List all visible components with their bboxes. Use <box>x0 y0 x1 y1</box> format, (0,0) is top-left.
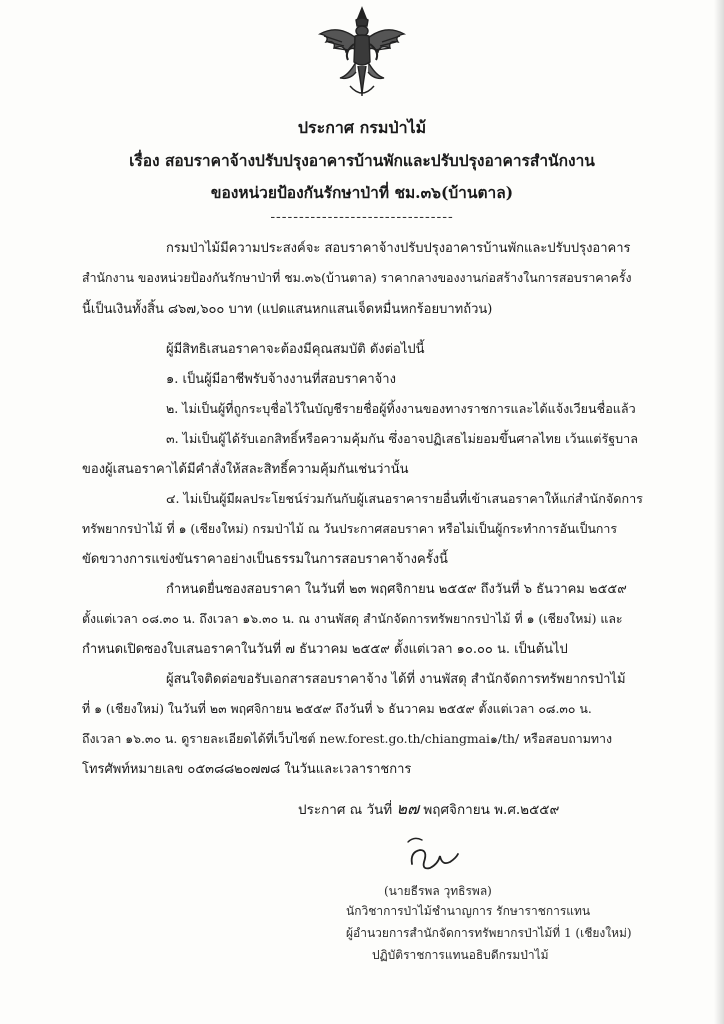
date-prefix: ประกาศ ณ วันที่ <box>298 802 393 818</box>
qualification-heading: ผู้มีสิทธิเสนอราคาจะต้องมีคุณสมบัติ ดังต่อไปนี้ <box>166 342 425 357</box>
website-line: ถึงเวลา ๑๖.๓๐ น. ดูรายละเอียดได้ที่เว็บไซต์ new.forest.go.th/chiangmai๑/th/ หรือสอบถามทาง <box>82 731 613 746</box>
submission-schedule: กำหนดยื่นซองสอบราคา ในวันที่ ๒๓ พฤศจิกายน ๒๕๕๙ ถึงวันที่ ๖ ธันวาคม ๒๕๕๙ <box>166 582 627 597</box>
body-line: สำนักงาน ของหน่วยป้องกันรักษาป่าที่ ชม.๓๖(บ้านตาล) ราคากลางของงานก่อสร้างในการสอบราคาครั้ง <box>82 270 632 285</box>
announcement-title: ประกาศ กรมป่าไม้ <box>297 118 427 137</box>
subject-line-2: ของหน่วยป้องกันรักษาป่าที่ ชม.๓๖(บ้านตาล) <box>210 183 514 202</box>
body-line: ของผู้เสนอราคาได้มีคำสั่งให้สละสิทธิ์ความคุ้มกันเช่นว่านั้น <box>82 462 409 477</box>
body-line: ที่ ๑ (เชียงใหม่) ในวันที่ ๒๓ พฤศจิกายน ๒๕๕๙ ถึงวันที่ ๖ ธันวาคม ๒๕๕๙ ตั้งแต่เวลา ๐๘.๓๐ น. <box>82 701 592 716</box>
body-line: นี้เป็นเงินทั้งสิ้น ๘๖๗,๖๐๐ บาท (แปดแสนหกแสนเจ็ดหมื่นหกร้อยบาทถ้วน) <box>82 302 493 317</box>
qualification-item: ๓. ไม่เป็นผู้ได้รับเอกสิทธิ์หรือความคุ้มกัน ซึ่งอาจปฏิเสธไม่ยอมขึ้นศาลไทย เว้นแต่รัฐบาล <box>166 431 638 446</box>
announcement-date <box>298 797 559 822</box>
signer-position: นักวิชาการป่าไม้ชำนาญการ รักษาราชการแทน <box>346 904 591 918</box>
qualification-item: ๔. ไม่เป็นผู้มีผลประโยชน์ร่วมกันกับผู้เสนอราคารายอื่นที่เข้าเสนอราคาให้แก่สำนักจัดการ <box>166 491 643 506</box>
scan-edge-shadow <box>714 0 724 1024</box>
body-line: ทรัพยากรป่าไม้ ที่ ๑ (เชียงใหม่) กรมป่าไม้ ณ วันประกาศสอบราคา หรือไม่เป็นผู้กระทำการอันเป็นการ <box>82 521 618 536</box>
signer-name: (นายธีรพล วุทธิรพล) <box>384 884 492 898</box>
contact-info: ผู้สนใจติดต่อขอรับเอกสารสอบราคาจ้าง ได้ที่ งานพัสดุ สำนักจัดการทรัพยากรป่าไม้ <box>166 672 626 687</box>
body-line: ตั้งแต่เวลา ๐๘.๓๐ น. ถึงเวลา ๑๖.๓๐ น. ณ งานพัสดุ สำนักจัดการทรัพยากรป่าไม้ ที่ ๑ (เชียงใหม่) และ <box>82 611 623 626</box>
handwritten-signature <box>402 828 462 878</box>
qualification-item: ๑. เป็นผู้มีอาชีพรับจ้างงานที่สอบราคาจ้าง <box>166 372 396 387</box>
date-month-year: พฤศจิกายน พ.ศ.๒๕๕๙ <box>423 802 560 818</box>
date-day: ๒๗ <box>396 799 420 818</box>
phone-line: โทรศัพท์หมายเลข ๐๕๓๘๘๒๐๗๗๘ ในวันและเวลาราชการ <box>82 762 412 777</box>
signer-delegation: ปฏิบัติราชการแทนอธิบดีกรมป่าไม้ <box>372 948 549 962</box>
qualification-item: ๒. ไม่เป็นผู้ที่ถูกระบุชื่อไว้ในบัญชีรายชื่อผู้ทิ้งงานของทางราชการและได้แจ้งเวียนชื่อแล้ว <box>166 401 636 416</box>
garuda-emblem-icon <box>312 4 412 104</box>
subject-line-1: เรื่อง สอบราคาจ้างปรับปรุงอาคารบ้านพักและปรับปรุงอาคารสำนักงาน <box>129 151 595 170</box>
body-line: กรมป่าไม้มีความประสงค์จะ สอบราคาจ้างปรับปรุงอาคารบ้านพักและปรับปรุงอาคาร <box>166 241 631 256</box>
title-divider: -------------------------------- <box>270 209 454 225</box>
signer-acting-position: ผู้อำนวยการสำนักจัดการทรัพยากรป่าไม้ที่ 1 (เชียงใหม่) <box>346 926 632 940</box>
body-line: ขัดขวางการแข่งขันราคาอย่างเป็นธรรมในการสอบราคาจ้างครั้งนี้ <box>82 552 448 567</box>
body-line: กำหนดเปิดซองใบเสนอราคาในวันที่ ๗ ธันวาคม ๒๕๕๙ ตั้งแต่เวลา ๑๐.๐๐ น. เป็นต้นไป <box>82 642 568 657</box>
